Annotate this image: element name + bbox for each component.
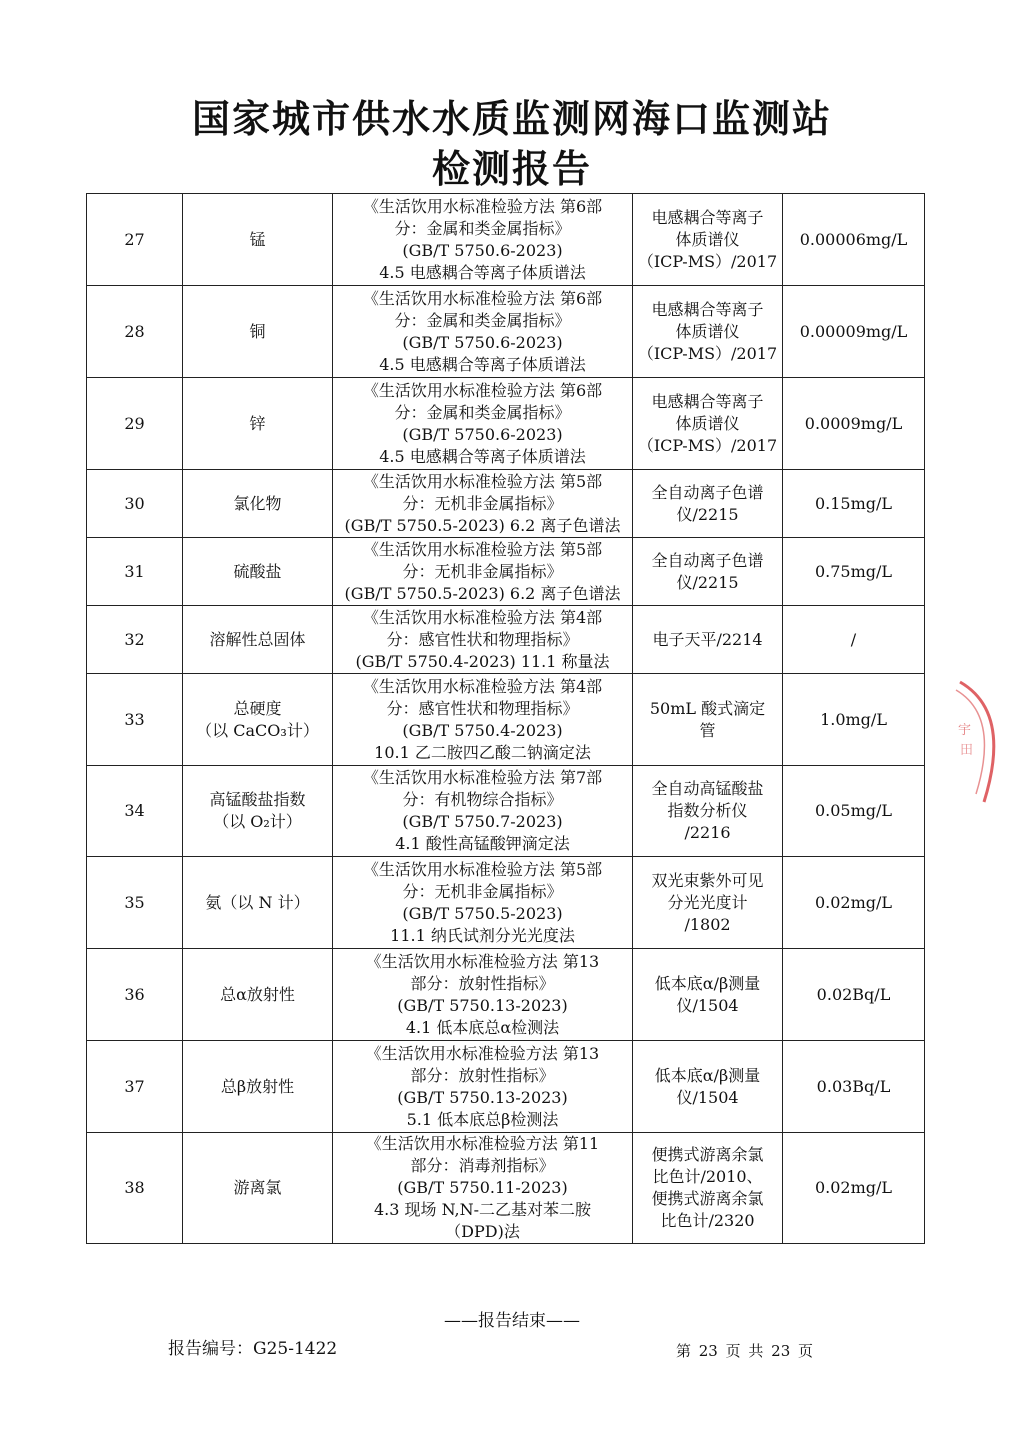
test-item-cell bbox=[183, 1041, 333, 1133]
test-method-cell-line: (GB/T 5750.13-2023) bbox=[397, 1087, 568, 1107]
instrument-cell bbox=[633, 538, 783, 606]
report-end-marker: ——报告结束—— bbox=[444, 1311, 580, 1331]
test-method-cell-line: 4.5 电感耦合等离子体质谱法 bbox=[379, 446, 586, 466]
instrument-cell bbox=[633, 1133, 783, 1244]
test-method-cell bbox=[333, 949, 633, 1041]
table-row bbox=[87, 949, 925, 1041]
instrument-cell-line: 便携式游离余氯 bbox=[651, 1189, 764, 1208]
report-number: 报告编号：G25-1422 bbox=[168, 1339, 338, 1359]
instrument-cell-line: 管 bbox=[699, 720, 716, 740]
instrument-cell-line: （ICP-MS）/2017 bbox=[637, 435, 778, 455]
test-item-cell bbox=[183, 470, 333, 538]
test-method-cell bbox=[333, 1133, 633, 1244]
test-method-cell bbox=[333, 857, 633, 949]
instrument-cell-line: /1802 bbox=[684, 914, 731, 934]
test-method-cell-line: 4.1 酸性高锰酸钾滴定法 bbox=[395, 834, 570, 853]
row-number-cell: 36 bbox=[87, 949, 183, 1041]
row-number-cell: 30 bbox=[87, 470, 183, 538]
test-item-cell bbox=[183, 606, 333, 674]
test-method-cell-line: 部分：消毒剂指标》 bbox=[410, 1156, 555, 1175]
detection-limit-cell: / bbox=[783, 606, 925, 674]
test-method-cell-line: （DPD)法 bbox=[445, 1222, 520, 1241]
test-method-cell bbox=[333, 194, 633, 286]
instrument-cell bbox=[633, 286, 783, 378]
test-method-cell bbox=[333, 606, 633, 674]
detection-limit-cell: 0.02mg/L bbox=[783, 1133, 925, 1244]
row-number-cell: 27 bbox=[87, 194, 183, 286]
test-item-cell-line: 锰 bbox=[249, 229, 266, 249]
test-method-cell-line: (GB/T 5750.6-2023) bbox=[402, 424, 563, 444]
test-method-cell-line: (GB/T 5750.4-2023) 11.1 称量法 bbox=[355, 651, 610, 671]
table-row bbox=[87, 538, 925, 606]
instrument-cell-line: 指数分析仪 bbox=[667, 801, 748, 820]
test-method-cell-line: 分：无机非金属指标》 bbox=[402, 881, 563, 901]
test-method-cell bbox=[333, 766, 633, 857]
table-row bbox=[87, 286, 925, 378]
instrument-cell-line: 分光光度计 bbox=[667, 892, 748, 912]
instrument-cell-line: 体质谱仪 bbox=[675, 321, 740, 341]
test-method-cell-line: 《生活饮用水标准检验方法 第6部 bbox=[362, 196, 603, 216]
instrument-cell-line: 50mL 酸式滴定 bbox=[649, 698, 766, 718]
test-method-cell-line: 分：感官性状和物理指标》 bbox=[386, 629, 579, 649]
test-method-cell bbox=[333, 1041, 633, 1133]
test-method-cell-line: 4.3 现场 N,N-二乙基对苯二胺 bbox=[373, 1200, 592, 1219]
test-method-cell-line: 11.1 纳氏试剂分光光度法 bbox=[390, 925, 575, 945]
row-number-cell: 35 bbox=[87, 857, 183, 949]
row-number-cell: 37 bbox=[87, 1041, 183, 1133]
instrument-cell-line: 仪/2215 bbox=[676, 504, 739, 524]
row-number-cell: 31 bbox=[87, 538, 183, 606]
instrument-cell bbox=[633, 857, 783, 949]
instrument-cell-line: 比色计/2010、 bbox=[652, 1167, 763, 1186]
official-seal bbox=[952, 672, 1022, 806]
test-method-cell-line: 5.1 低本底总β检测法 bbox=[406, 1109, 559, 1129]
instrument-cell-line: （ICP-MS）/2017 bbox=[637, 343, 778, 363]
instrument-cell bbox=[633, 470, 783, 538]
test-item-cell bbox=[183, 674, 333, 766]
test-method-cell bbox=[333, 470, 633, 538]
instrument-cell-line: 低本底α/β测量 bbox=[654, 1065, 761, 1085]
test-method-cell-line: 分：无机非金属指标》 bbox=[402, 493, 563, 513]
test-method-cell-line: (GB/T 5750.4-2023) bbox=[402, 720, 563, 740]
instrument-cell-line: 电感耦合等离子 bbox=[651, 299, 764, 319]
row-number-cell: 29 bbox=[87, 378, 183, 470]
test-method-cell-line: (GB/T 5750.5-2023) 6.2 离子色谱法 bbox=[344, 583, 621, 603]
test-item-cell-line: 溶解性总固体 bbox=[209, 629, 306, 649]
instrument-cell-line: 便携式游离余氯 bbox=[651, 1145, 764, 1164]
test-method-cell-line: 4.5 电感耦合等离子体质谱法 bbox=[379, 354, 586, 374]
instrument-cell-line: 仪/1504 bbox=[676, 1087, 739, 1107]
page-number: 第 23 页 共 23 页 bbox=[676, 1342, 814, 1360]
instrument-cell bbox=[633, 194, 783, 286]
test-item-cell-line: 高锰酸盐指数 bbox=[209, 790, 306, 809]
test-method-cell-line: 《生活饮用水标准检验方法 第6部 bbox=[362, 288, 603, 308]
row-number-cell: 33 bbox=[87, 674, 183, 766]
instrument-cell bbox=[633, 606, 783, 674]
test-method-cell-line: 4.1 低本底总α检测法 bbox=[405, 1017, 560, 1037]
instrument-cell-line: 电子天平/2214 bbox=[652, 629, 763, 649]
instrument-cell-line: 电感耦合等离子 bbox=[651, 207, 764, 227]
test-method-cell-line: 《生活饮用水标准检验方法 第6部 bbox=[362, 380, 603, 400]
detection-limit-cell: 0.05mg/L bbox=[783, 766, 925, 857]
test-item-cell-line: （以 O₂计） bbox=[213, 812, 302, 831]
test-method-cell-line: (GB/T 5750.6-2023) bbox=[402, 332, 563, 352]
test-item-cell bbox=[183, 286, 333, 378]
instrument-cell-line: （ICP-MS）/2017 bbox=[637, 251, 778, 271]
instrument-cell bbox=[633, 674, 783, 766]
svg-text:宇: 宇 bbox=[958, 723, 972, 738]
instrument-cell bbox=[633, 1041, 783, 1133]
test-item-cell-line: 氯化物 bbox=[233, 493, 282, 513]
report-title: 检测报告 bbox=[431, 147, 592, 191]
row-number-cell: 32 bbox=[87, 606, 183, 674]
test-item-cell-line: 硫酸盐 bbox=[233, 561, 282, 581]
row-number-cell: 28 bbox=[87, 286, 183, 378]
test-method-cell-line: 《生活饮用水标准检验方法 第7部 bbox=[362, 768, 603, 787]
instrument-cell-line: 仪/2215 bbox=[676, 572, 739, 592]
instrument-cell bbox=[633, 766, 783, 857]
svg-text:田: 田 bbox=[960, 743, 974, 758]
test-method-cell-line: 《生活饮用水标准检验方法 第5部 bbox=[362, 539, 603, 559]
test-method-cell-line: (GB/T 5750.6-2023) bbox=[402, 240, 563, 260]
test-method-cell-line: 部分：放射性指标》 bbox=[410, 1065, 555, 1085]
test-item-cell-line: 总硬度 bbox=[233, 698, 282, 718]
test-method-cell-line: (GB/T 5750.5-2023) bbox=[402, 903, 563, 923]
test-item-cell bbox=[183, 766, 333, 857]
detection-limit-cell: 0.0009mg/L bbox=[783, 378, 925, 470]
test-item-cell-line: 游离氯 bbox=[233, 1178, 282, 1197]
detection-limit-cell: 0.15mg/L bbox=[783, 470, 925, 538]
test-item-cell bbox=[183, 857, 333, 949]
instrument-cell-line: 仪/1504 bbox=[676, 995, 739, 1015]
test-method-cell-line: 《生活饮用水标准检验方法 第5部 bbox=[362, 471, 603, 491]
test-method-cell bbox=[333, 286, 633, 378]
test-method-cell bbox=[333, 538, 633, 606]
table-row bbox=[87, 470, 925, 538]
detection-limit-cell: 1.0mg/L bbox=[783, 674, 925, 766]
row-number-cell: 34 bbox=[87, 766, 183, 857]
table-row bbox=[87, 194, 925, 286]
test-item-cell bbox=[183, 194, 333, 286]
test-method-cell-line: 分：有机物综合指标》 bbox=[402, 790, 563, 809]
instrument-cell-line: /2216 bbox=[684, 823, 731, 842]
test-method-cell-line: 分：金属和类金属指标》 bbox=[394, 218, 571, 238]
table-row bbox=[87, 606, 925, 674]
table-row bbox=[87, 1041, 925, 1133]
test-item-cell-line: 铜 bbox=[249, 321, 266, 341]
test-item-cell bbox=[183, 949, 333, 1041]
test-method-cell-line: (GB/T 5750.11-2023) bbox=[397, 1178, 568, 1197]
test-item-cell-line: 氨（以 N 计） bbox=[205, 892, 310, 912]
test-method-cell-line: 《生活饮用水标准检验方法 第4部 bbox=[362, 676, 603, 696]
instrument-cell-line: 全自动离子色谱 bbox=[651, 550, 764, 570]
instrument-cell-line: 全自动高锰酸盐 bbox=[651, 779, 764, 798]
test-method-cell-line: (GB/T 5750.13-2023) bbox=[397, 995, 568, 1015]
test-method-cell-line: 分：感官性状和物理指标》 bbox=[386, 698, 579, 718]
detection-limit-cell: 0.75mg/L bbox=[783, 538, 925, 606]
test-item-cell-line: 总β放射性 bbox=[220, 1076, 295, 1096]
table-row bbox=[87, 857, 925, 949]
test-item-cell-line: （以 CaCO₃计） bbox=[196, 720, 319, 740]
test-method-cell-line: 分：金属和类金属指标》 bbox=[394, 402, 571, 422]
test-method-cell bbox=[333, 674, 633, 766]
detection-limit-cell: 0.02mg/L bbox=[783, 857, 925, 949]
table-row bbox=[87, 674, 925, 766]
detection-limit-cell: 0.00006mg/L bbox=[783, 194, 925, 286]
report-org-title: 国家城市供水水质监测网海口监测站 bbox=[191, 97, 832, 141]
instrument-cell-line: 体质谱仪 bbox=[675, 229, 740, 249]
instrument-cell-line: 体质谱仪 bbox=[675, 413, 740, 433]
test-method-cell bbox=[333, 378, 633, 470]
test-item-cell bbox=[183, 378, 333, 470]
test-method-cell-line: 《生活饮用水标准检验方法 第13 bbox=[365, 1043, 600, 1063]
detection-limit-cell: 0.00009mg/L bbox=[783, 286, 925, 378]
test-method-cell-line: 10.1 乙二胺四乙酸二钠滴定法 bbox=[374, 742, 591, 762]
test-method-cell-line: (GB/T 5750.7-2023) bbox=[402, 812, 563, 831]
table-row bbox=[87, 1133, 925, 1244]
instrument-cell-line: 全自动离子色谱 bbox=[651, 482, 764, 502]
instrument-cell-line: 比色计/2320 bbox=[660, 1211, 755, 1230]
instrument-cell bbox=[633, 949, 783, 1041]
test-item-cell bbox=[183, 1133, 333, 1244]
test-item-cell-line: 锌 bbox=[249, 413, 266, 433]
test-method-cell-line: 《生活饮用水标准检验方法 第13 bbox=[365, 951, 600, 971]
test-method-cell-line: (GB/T 5750.5-2023) 6.2 离子色谱法 bbox=[344, 515, 621, 535]
row-number-cell: 38 bbox=[87, 1133, 183, 1244]
test-method-cell-line: 《生活饮用水标准检验方法 第11 bbox=[365, 1134, 600, 1153]
test-method-cell-line: 4.5 电感耦合等离子体质谱法 bbox=[379, 262, 586, 282]
test-method-cell-line: 《生活饮用水标准检验方法 第4部 bbox=[362, 607, 603, 627]
instrument-cell-line: 电感耦合等离子 bbox=[651, 391, 764, 411]
test-method-cell-line: 《生活饮用水标准检验方法 第5部 bbox=[362, 859, 603, 879]
test-method-cell-line: 分：金属和类金属指标》 bbox=[394, 310, 571, 330]
test-item-cell-line: 总α放射性 bbox=[220, 984, 295, 1004]
instrument-cell-line: 低本底α/β测量 bbox=[654, 973, 761, 993]
instrument-cell-line: 双光束紫外可见 bbox=[651, 870, 764, 890]
test-method-cell-line: 部分：放射性指标》 bbox=[410, 973, 555, 993]
test-item-cell bbox=[183, 538, 333, 606]
detection-limit-cell: 0.03Bq/L bbox=[783, 1041, 925, 1133]
test-methods-table bbox=[86, 193, 925, 1244]
detection-limit-cell: 0.02Bq/L bbox=[783, 949, 925, 1041]
table-row bbox=[87, 766, 925, 857]
table-row bbox=[87, 378, 925, 470]
test-method-cell-line: 分：无机非金属指标》 bbox=[402, 561, 563, 581]
instrument-cell bbox=[633, 378, 783, 470]
